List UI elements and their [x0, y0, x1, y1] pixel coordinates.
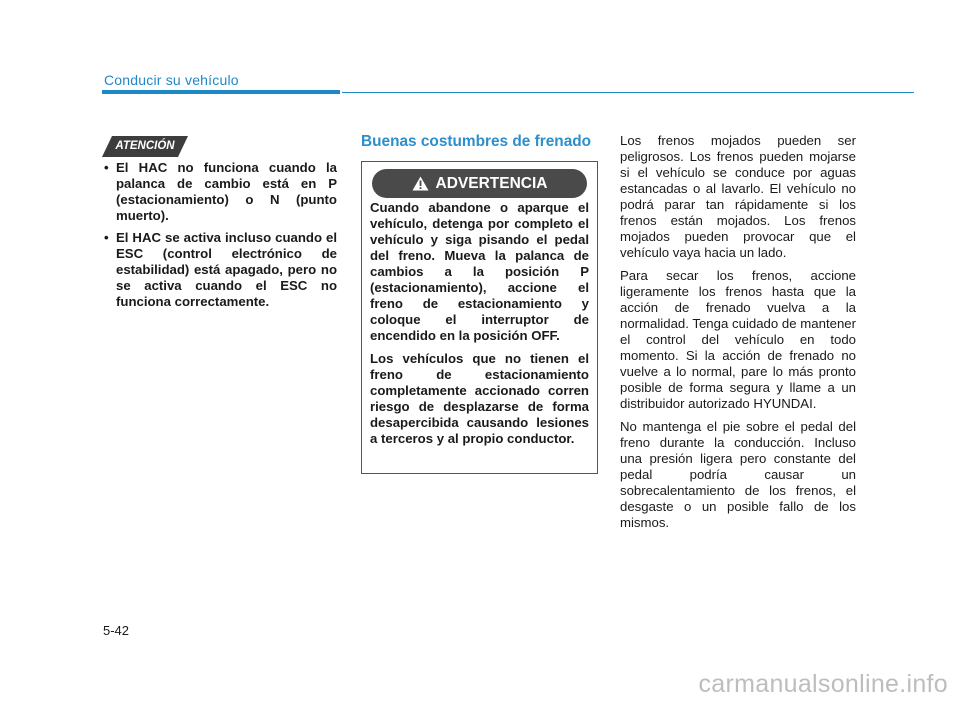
header-rule — [342, 92, 914, 93]
body-text-column — [620, 133, 856, 538]
caution-list — [103, 160, 337, 316]
atencion-label: ATENCIÓN — [115, 140, 175, 152]
warning-paragraph: Cuando abandone o aparque el vehículo, detenga por completo el vehículo y siga pisando el pedal del freno. Mueva la palanca de cambios a la posición P (estacionamiento), accione el freno de estacionamiento y coloque el interruptor de encendido en la posición OFF. — [370, 200, 589, 343]
bullet: • — [104, 230, 109, 245]
header-rule-accent — [102, 90, 340, 94]
warning-triangle-icon — [412, 176, 429, 191]
warning-paragraph: Los vehículos que no tienen el freno de estacionamiento completamente accionado corren riesgo de desplazarse de forma desapercibida causando lesiones a terceros y al propio conductor. — [370, 351, 589, 446]
section-title: Conducir su vehículo — [104, 72, 239, 88]
bullet: • — [104, 160, 109, 175]
body-paragraph: Para secar los frenos, accione ligeramente los frenos hasta que la acción de frenado vuelva a la normalidad. Tenga cuidado de mantener el control del vehículo en todo momento. Si la acción de frenado no vuelve a lo normal, pare lo más pronto posible de forma segura y llame a un distribuidor autorizado HYUNDAI. — [620, 268, 856, 411]
warning-label: ADVERTENCIA — [435, 174, 548, 192]
list-item-text: El HAC no funciona cuando la palanca de cambio está en P (estacionamiento) o N (punto muerto). — [116, 160, 337, 223]
page-number: 5-42 — [103, 623, 130, 638]
list-item — [103, 160, 337, 224]
warning-header — [372, 169, 587, 198]
body-paragraph: Los frenos mojados pueden ser peligrosos. Los frenos pueden mojarse si el vehículo se conduce por aguas estancadas o al lavarlo. El vehículo no podrá parar tan rápidamente si los frenos están mojados. Los frenos mojados pueden provocar que el vehículo vaya hacia un lado. — [620, 133, 856, 260]
warning-body — [370, 200, 589, 454]
warning-box — [361, 161, 598, 474]
list-item-text: El HAC se activa incluso cuando el ESC (control electrónico de estabilidad) está apagado, pero no se activa cuando el ESC no funciona correctamente. — [116, 230, 337, 309]
body-paragraph: No mantenga el pie sobre el pedal del freno durante la conducción. Incluso una presión ligera pero constante del pedal podría causar un sobrecalentamiento de los frenos, el desgaste o un posible fallo de los mismos. — [620, 419, 856, 530]
watermark: carmanualsonline.info — [698, 670, 948, 698]
atencion-badge — [102, 136, 188, 157]
list-item — [103, 230, 337, 310]
section-heading: Buenas costumbres de frenado — [361, 133, 592, 150]
